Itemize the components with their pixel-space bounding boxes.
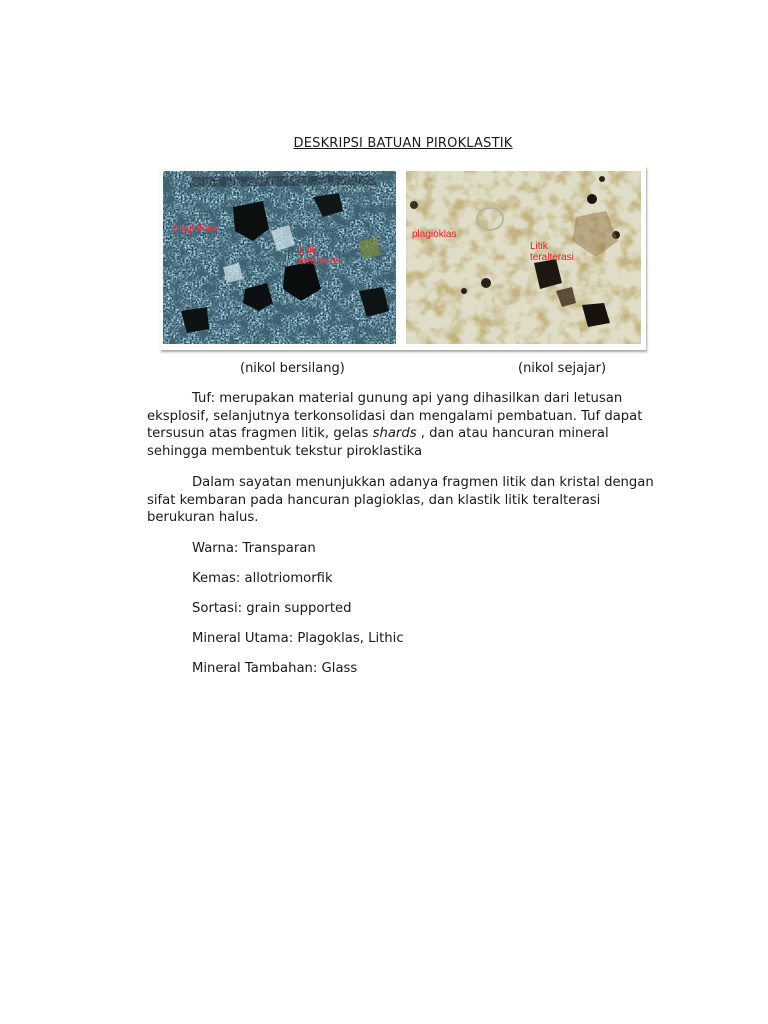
label-litik-left-line1: Litik [299,245,317,256]
caption-parallel-nicols: (nikol sejajar) [518,361,607,376]
label-litik-left-line2: teralterasi [299,256,343,267]
tuf-italic-term: shards [372,426,417,442]
label-plagioklas-left: plagioklas [173,223,218,234]
caption-crossed-nicols: (nikol bersilang) [240,361,345,376]
micrograph-crossed-nicols [163,171,396,344]
property-warna: Warna: Transparan [192,541,316,556]
label-litik-right-line2: teralterasi [530,252,574,263]
label-plagioklas-right: plagioklas [412,229,457,240]
micrograph-figure [160,166,646,350]
page-title: DESKRIPSI BATUAN PIROKLASTIK [293,136,513,151]
property-sortasi: Sortasi: grain supported [192,601,352,616]
label-litik-right-line1: Litik [530,241,548,252]
property-mineral-utama: Mineral Utama: Plagoklas, Lithic [192,631,404,646]
tuf-text-end: , dan atau hancuran mineral sehingga membentuk tekstur piroklastika [147,426,609,459]
micrograph-parallel-nicols [406,171,641,344]
property-kemas: Kemas: allotriomorfik [192,571,333,586]
paragraph-sayatan [147,474,667,527]
paragraph-tuf [147,390,667,460]
sayatan-text: Dalam sayatan menunjukkan adanya fragmen litik dan kristal dengan sifat kembaran pada hancuran plagioklas, dan klastik litik teralterasi berukuran halus. [147,475,654,526]
property-mineral-tambahan: Mineral Tambahan: Glass [192,661,358,676]
tuf-text: Tuf: merupakan material gunung api yang dihasilkan dari letusan eksplosif, selanjutnya terkonsolidasi dan mengalami pembatuan. Tuf dapat tersusun atas fragmen litik, gelas [147,391,643,442]
